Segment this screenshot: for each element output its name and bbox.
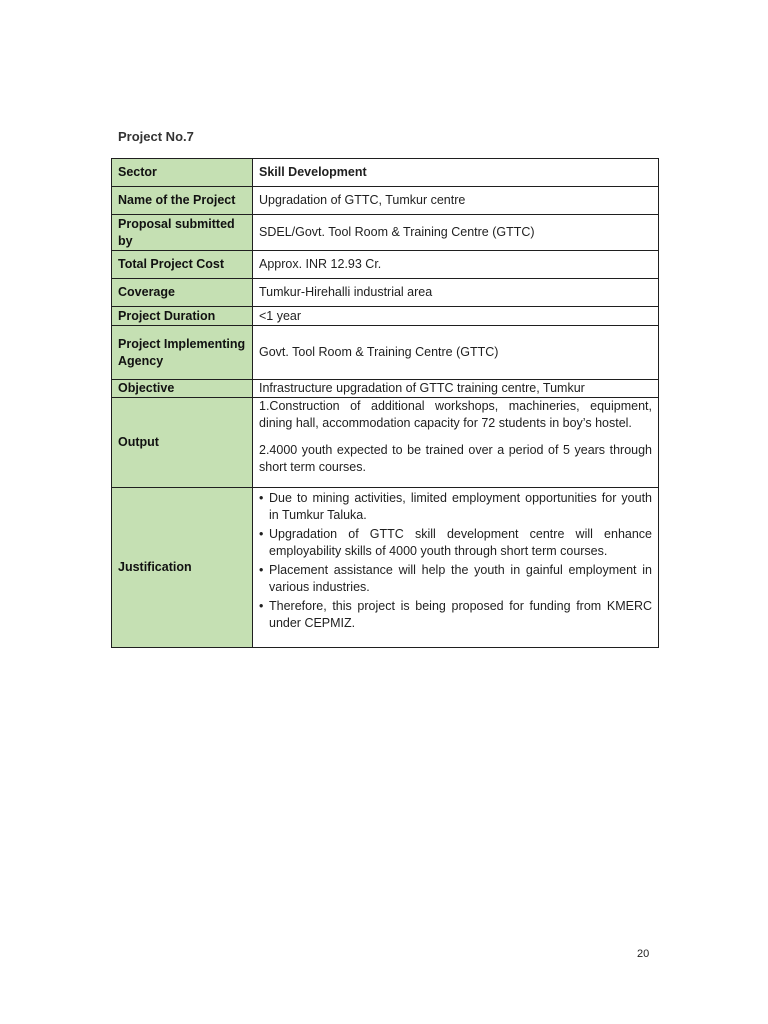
table-row-coverage: [112, 279, 659, 307]
duration-label: Project Duration: [112, 307, 253, 326]
table-row-sector: [112, 159, 659, 187]
project-name-value: Upgradation of GTTC, Tumkur centre: [253, 187, 659, 215]
page-title: Project No.7: [118, 129, 194, 144]
table-row-agency: [112, 326, 659, 380]
cost-value: Approx. INR 12.93 Cr.: [253, 251, 659, 279]
table-row-objective: [112, 380, 659, 398]
table-row-project-name: [112, 187, 659, 215]
justification-label: Justification: [112, 488, 253, 648]
table-row-justification: [112, 488, 659, 648]
justification-list: [259, 490, 652, 632]
duration-value: <1 year: [253, 307, 659, 326]
justification-item-1: Due to mining activities, limited employment opportunities for youth in Tumkur Taluka.: [269, 491, 652, 522]
sector-value: Skill Development: [253, 159, 659, 187]
bullet-icon: •: [259, 599, 264, 613]
justification-item-3: Placement assistance will help the youth in gainful employment in various industries.: [269, 563, 652, 594]
objective-label: Objective: [112, 380, 253, 398]
project-name-label: Name of the Project: [112, 187, 253, 215]
table-row-output: [112, 398, 659, 488]
output-label: Output: [112, 398, 253, 488]
list-item: [259, 598, 652, 632]
proposal-label: Proposal submitted by: [112, 215, 253, 251]
bullet-icon: •: [259, 563, 264, 577]
sector-label: Sector: [112, 159, 253, 187]
list-item: [259, 526, 652, 560]
output-item-2: 2.4000 youth expected to be trained over a period of 5 years through short term courses.: [259, 443, 652, 474]
table-row-cost: [112, 251, 659, 279]
agency-value: Govt. Tool Room & Training Centre (GTTC): [253, 326, 659, 380]
proposal-value: SDEL/Govt. Tool Room & Training Centre (GTTC): [253, 215, 659, 251]
coverage-value: Tumkur-Hirehalli industrial area: [253, 279, 659, 307]
table-row-proposal: [112, 215, 659, 251]
list-item: [259, 562, 652, 596]
justification-item-4: Therefore, this project is being proposed for funding from KMERC under CEPMIZ.: [269, 599, 652, 630]
bullet-icon: •: [259, 491, 264, 505]
justification-item-2: Upgradation of GTTC skill development centre will enhance employability skills of 4000 youth through short term courses.: [269, 527, 652, 558]
bullet-icon: •: [259, 527, 264, 541]
coverage-label: Coverage: [112, 279, 253, 307]
output-value: [253, 398, 659, 488]
page-number: 20: [637, 948, 650, 960]
table-row-duration: [112, 307, 659, 326]
cost-label: Total Project Cost: [112, 251, 253, 279]
output-item-1: 1.Construction of additional workshops, machineries, equipment, dining hall, accommodation capacity for 72 students in boy’s hostel.: [259, 399, 652, 430]
list-item: [259, 490, 652, 524]
objective-value: Infrastructure upgradation of GTTC training centre, Tumkur: [253, 380, 659, 398]
agency-label: Project Implementing Agency: [112, 326, 253, 380]
justification-value: [253, 488, 659, 648]
project-details-table: [111, 158, 659, 648]
